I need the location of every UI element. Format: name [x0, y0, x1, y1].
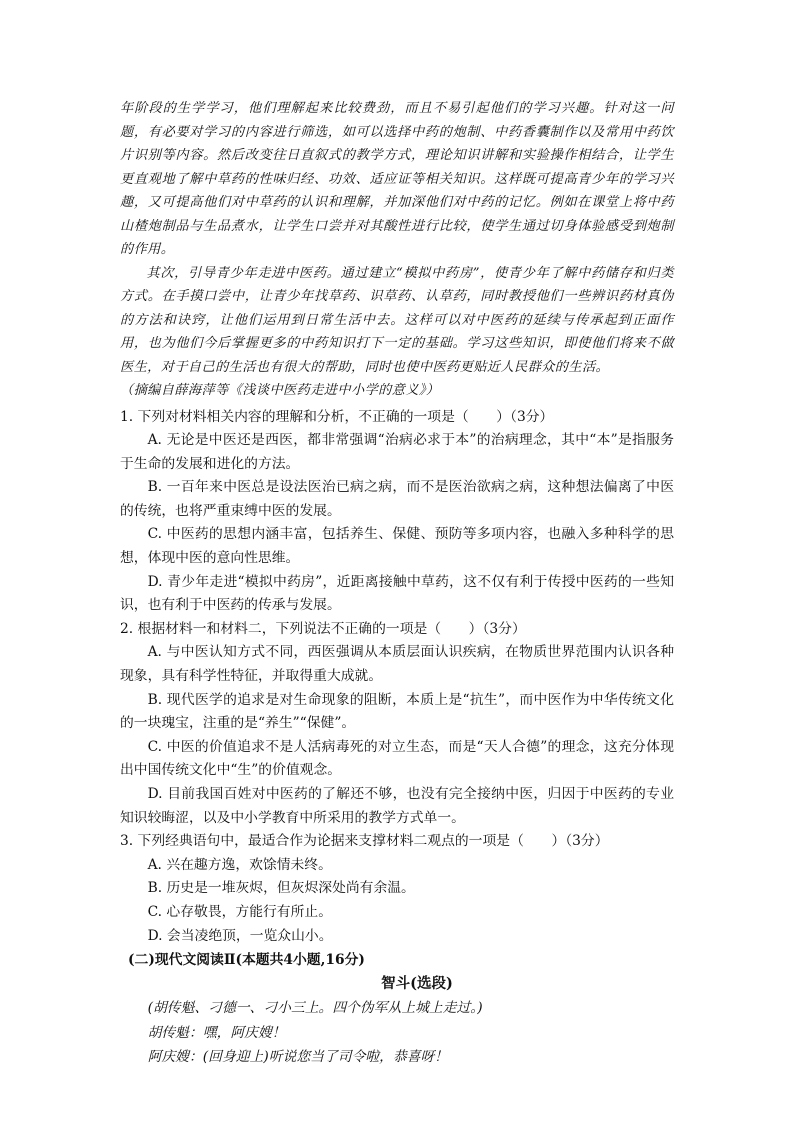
option-a: A. 无论是中医还是西医，都非常强调“治病必求于本”的治病理念，其中“本”是指服务于生命的发展和进化的方法。: [120, 432, 674, 472]
passage-paragraph-1: 年阶段的生学学习，他们理解起来比较费劲，而且不易引起他们的学习兴趣。针对这一问题，有必要对学习的内容进行筛选，如可以选择中药的炮制、中药香囊制作以及常用中药饮片识别等内容。然后改变往日直叙式的教学方式，理论知识讲解和实验操作相结合，让学生更直观地了解中草药的性味归经、功效、适应证等相关知识。这样既可提高青少年的学习兴趣，又可提高他们对中草药的认识和理解，并加深他们对中药的记忆。例如在课堂上将中药山楂炮制品与生品煮水，让学生口尝并对其酸性进行比较，使学生通过切身体验感受到炮制的作用。: [120, 101, 674, 257]
stage-direction: (胡传魁、刁德一、刁小三上。四个伪军从上城上走过。): [147, 1000, 483, 1017]
option-c: C. 中医的价值追求不是人活病毒死的对立生态，而是“天人合德”的理念，这充分体现出中国传统文化中“生”的价值观念。: [120, 738, 674, 779]
question-stem: 1. 下列对材料相关内容的理解和分析，不正确的一项是（ ）（3分）: [120, 408, 554, 425]
question-1: [120, 406, 674, 618]
question-3: [120, 830, 674, 948]
option-c: C. 心存敬畏，方能行有所止。: [147, 903, 332, 920]
passage-source: （摘编自薛海萍等《浅谈中医药走进中小学的意义》）: [120, 383, 440, 398]
option-d: D. 目前我国百姓对中医药的了解还不够，也没有完全接纳中医，归因于中医药的专业知识较晦涩，以及中小学教育中所采用的教学方式单一。: [120, 786, 674, 826]
question-stem: 2. 根据材料一和材料二，下列说法不正确的一项是（ ）（3分）: [120, 620, 526, 637]
option-d: D. 会当凌绝顶，一览众山小。: [147, 927, 333, 944]
passage-paragraph-2: 其次，引导青少年走进中医药。通过建立“模拟中药房”，使青少年了解中药储存和归类方式。在手摸口尝中，让青少年找草药、识草药、认草药，同时教授他们一些辨识药材真伪的方法和诀窍，让他们运用到日常生活中去。这样可以对中医药的延续与传承起到正面作用，也为他们今后掌握更多的中药知识打下一定的基础。学习这些知识，即使他们将来不做医生，对于自己的生活也有很大的帮助，同时也使中医药更贴近人民群众的生活。: [120, 265, 674, 375]
dialogue-line: 胡传魁：嘿，阿庆嫂！: [147, 1024, 286, 1041]
play-title: 智斗(选段): [381, 975, 453, 993]
option-b: B. 现代医学的追求是对生命现象的阻断，本质上是“抗生”，而中医作为中华传统文化的一块瑰宝，注重的是“养生”“保健”。: [120, 691, 674, 732]
question-2: [120, 618, 674, 830]
option-a: A. 与中医认知方式不同，西医强调从本质层面认识疾病，在物质世界范围内认识各种现象，具有科学性特征，并取得重大成就。: [120, 644, 674, 685]
dialogue-line: 阿庆嫂：(回身迎上)听说您当了司令啦，恭喜呀！: [147, 1049, 449, 1066]
option-b: B. 历史是一堆灰烬，但灰烬深处尚有余温。: [147, 880, 415, 897]
option-d: D. 青少年走进“模拟中药房”，近距离接触中草药，这不仅有利于传授中医药的一些知识，也有利于中医药的传承与发展。: [120, 573, 674, 614]
question-stem: 3. 下列经典语句中，最适合作为论据来支撑材料二观点的一项是（ ）（3分）: [120, 833, 609, 850]
play-script: [120, 996, 674, 1070]
option-c: C. 中医药的思想内涵丰富，包括养生、保健、预防等多项内容，也融入多种科学的思想，体现中医的意向性思维。: [120, 526, 674, 567]
section-heading: (二)现代文阅读Ⅱ(本题共4小题,16分): [128, 952, 365, 969]
question-list: [120, 406, 674, 949]
option-b: B. 一百年来中医总是设法医治已病之病，而不是医治欲病之病，这种想法偏离了中医的传统，也将严重束缚中医的发展。: [120, 479, 674, 519]
reading-passage: [120, 97, 674, 403]
option-a: A. 兴在趣方逸，欢馀情未终。: [147, 856, 332, 873]
